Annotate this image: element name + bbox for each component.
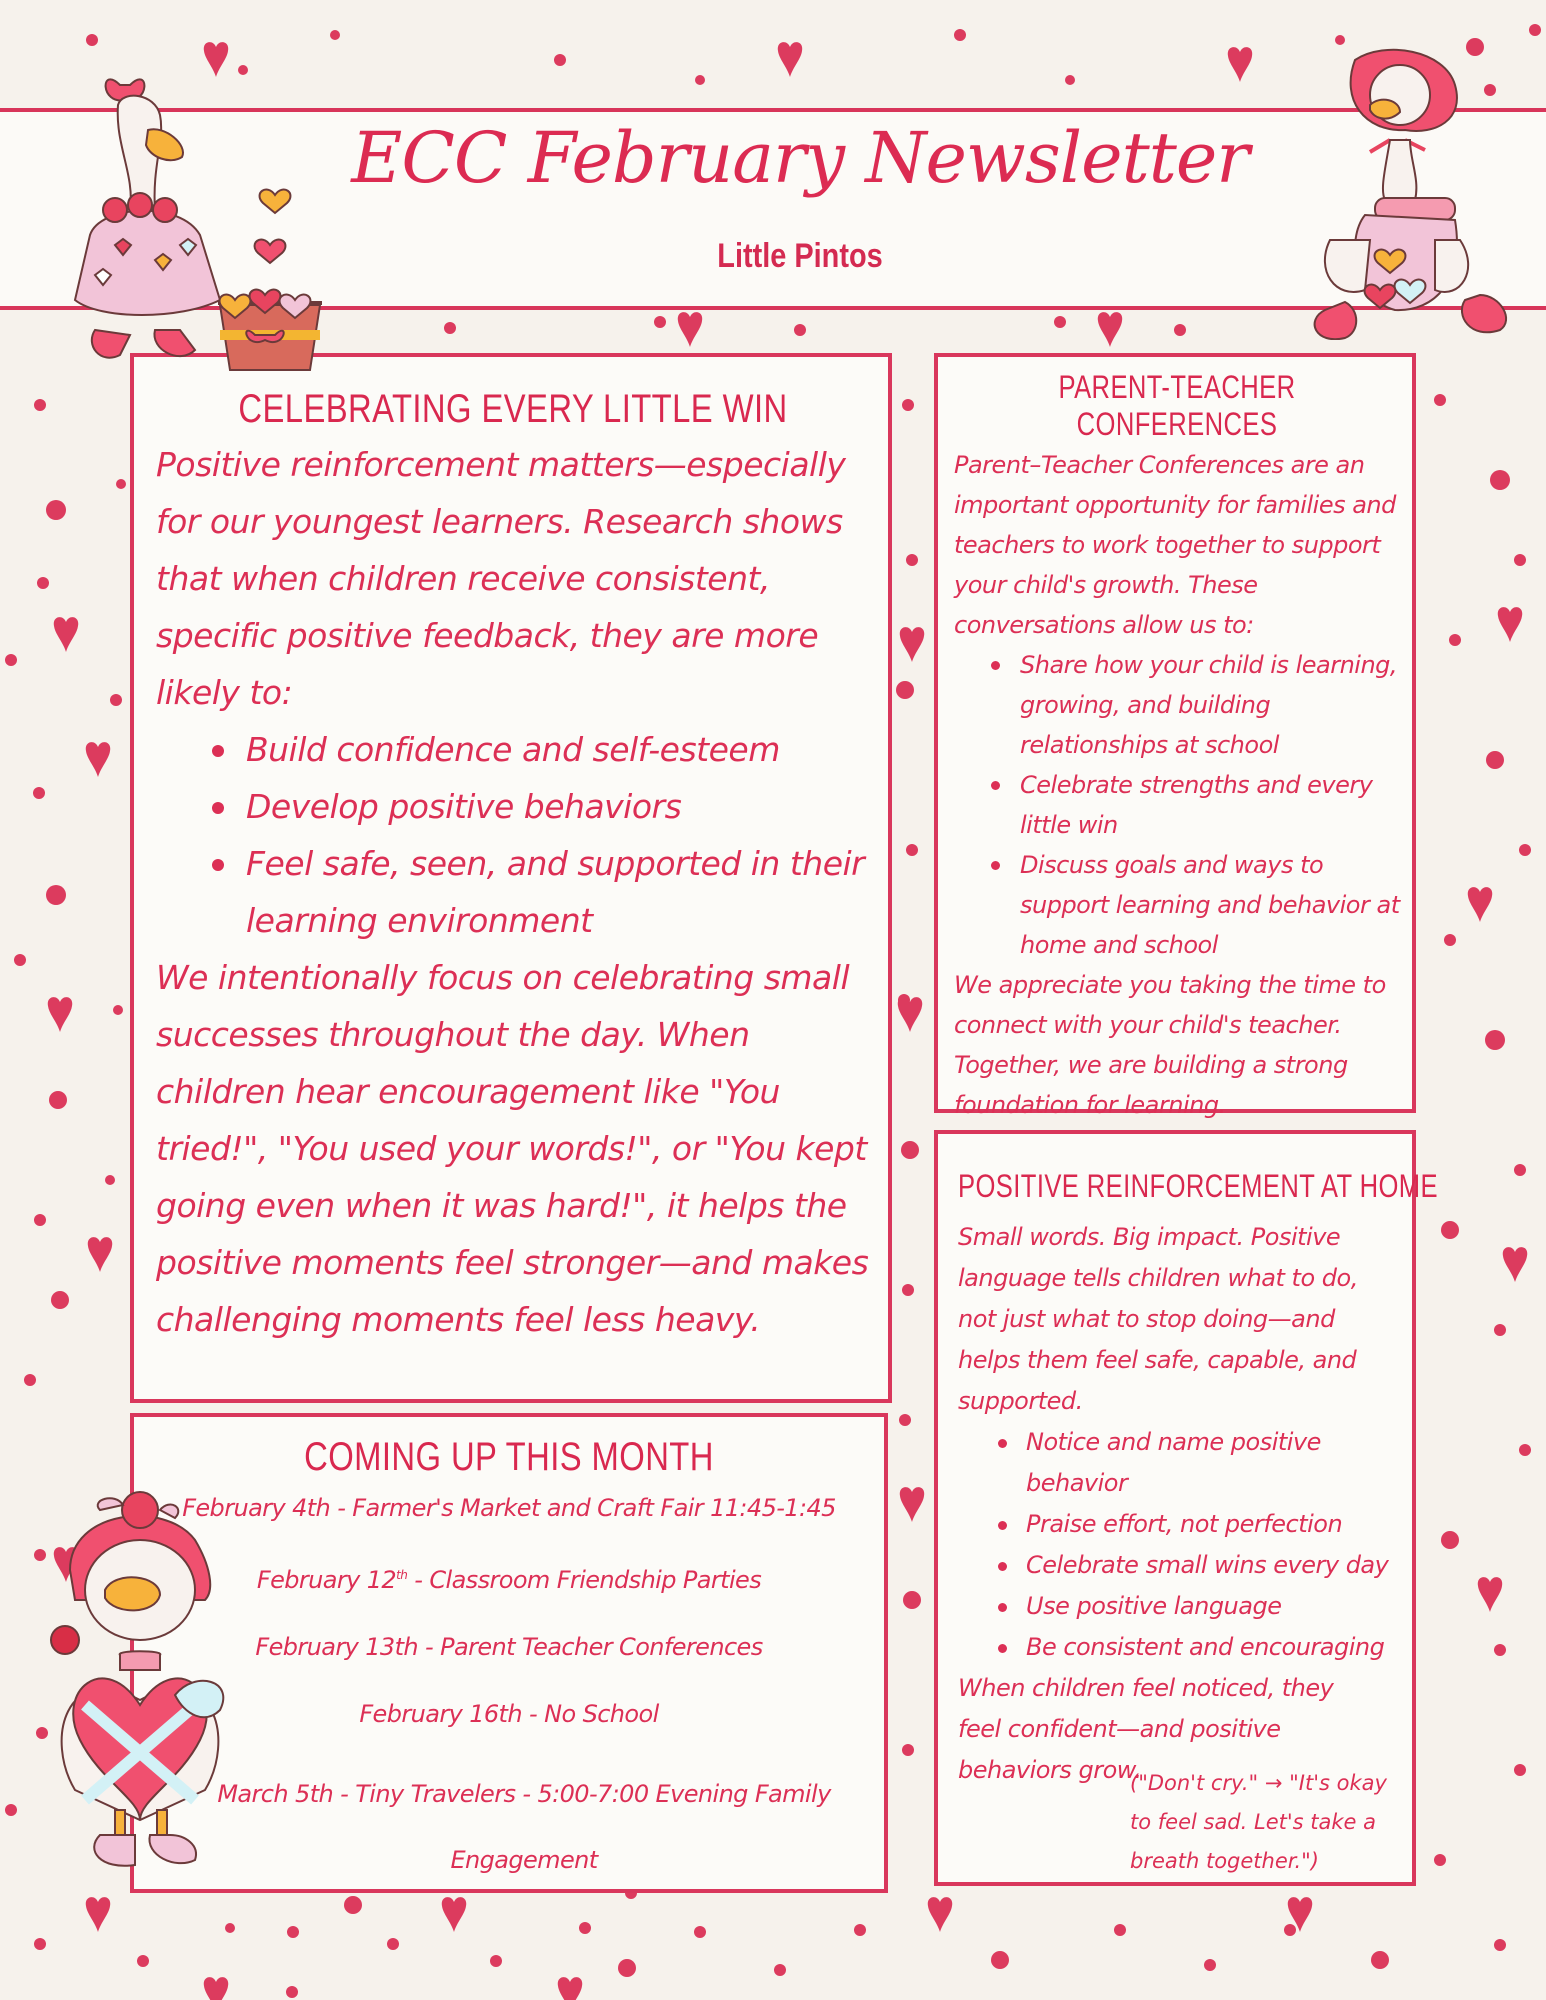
list-item: Be consistent and encouraging (1026, 1627, 1400, 1668)
list-item: Use positive language (1026, 1586, 1400, 1627)
list-item: Share how your child is learning, growing, and building relationships at school (1020, 645, 1400, 765)
celebrating-section (130, 353, 892, 1403)
section-intro: Positive reinforcement matters—especially for our youngest learners. Research shows that when children receive consistent, specific positive feedback, they are more likely to: (156, 445, 846, 712)
language-example: ("Don't cry." → "It's okay to feel sad. Let's take a breath together.") (1130, 1771, 1387, 1873)
bullet-list (156, 721, 870, 949)
list-item: Build confidence and self-esteem (246, 721, 870, 778)
event-item: February 13th - Parent Teacher Conferences (255, 1633, 763, 1661)
section-heading: PARENT-TEACHER CONFERENCES (1058, 369, 1296, 442)
section-intro: Small words. Big impact. Positive language tells children what to do, not just what to stop doing—and helps them feel safe, capable, and supported. (958, 1223, 1358, 1415)
list-item: Praise effort, not perfection (1026, 1504, 1400, 1545)
section-closing: We appreciate you taking the time to connect with your child's teacher. Together, we are building a strong foundation for learning. (954, 971, 1386, 1119)
bullet-list (954, 645, 1400, 965)
sitting-goose-in-bonnet-illustration (1285, 40, 1525, 340)
parent-teacher-conferences-section (934, 353, 1416, 1119)
bullet-list (958, 1422, 1400, 1668)
class-name-subtitle: Little Pintos (717, 237, 883, 275)
event-item: February 4th - Farmer's Market and Craft Fair 11:45-1:45 (182, 1494, 836, 1522)
event-item: March 5th - Tiny Travelers - 5:00-7:00 Evening Family Engagement (217, 1780, 831, 1874)
section-heading: POSITIVE REINFORCEMENT AT HOME (958, 1168, 1438, 1204)
list-item: Feel safe, seen, and supported in their learning environment (246, 835, 870, 949)
section-heading: CELEBRATING EVERY LITTLE WIN (238, 387, 788, 431)
list-item: Celebrate strengths and every little win (1020, 765, 1400, 845)
section-closing: We intentionally focus on celebrating small successes throughout the day. When children hear encouragement like "You tried!", "You used your words!", or "You kept going even when it was hard!", it helps the positive moments feel stronger—and makes challenging moments feel less heavy. (156, 958, 869, 1339)
list-item: Notice and name positive behavior (1026, 1422, 1400, 1504)
list-item: Celebrate small wins every day (1026, 1545, 1400, 1586)
section-heading: COMING UP THIS MONTH (304, 1435, 714, 1479)
newsletter-title: ECC February Newsletter (351, 117, 1249, 199)
event-item: February 16th - No School (359, 1700, 659, 1728)
event-item: February 12th - Classroom Friendship Parties (256, 1566, 762, 1594)
goose-holding-heart-illustration (45, 1480, 255, 1870)
goose-with-heart-basket-illustration (60, 45, 350, 375)
section-closing: When children feel noticed, they feel confident—and positive behaviors grow. (958, 1674, 1334, 1784)
list-item: Develop positive behaviors (246, 778, 870, 835)
positive-reinforcement-home-section (934, 1130, 1438, 1886)
section-intro: Parent–Teacher Conferences are an important opportunity for families and teachers to work together to support your child's growth. These conversations allow us to: (954, 451, 1396, 639)
list-item: Discuss goals and ways to support learning and behavior at home and school (1020, 845, 1400, 965)
